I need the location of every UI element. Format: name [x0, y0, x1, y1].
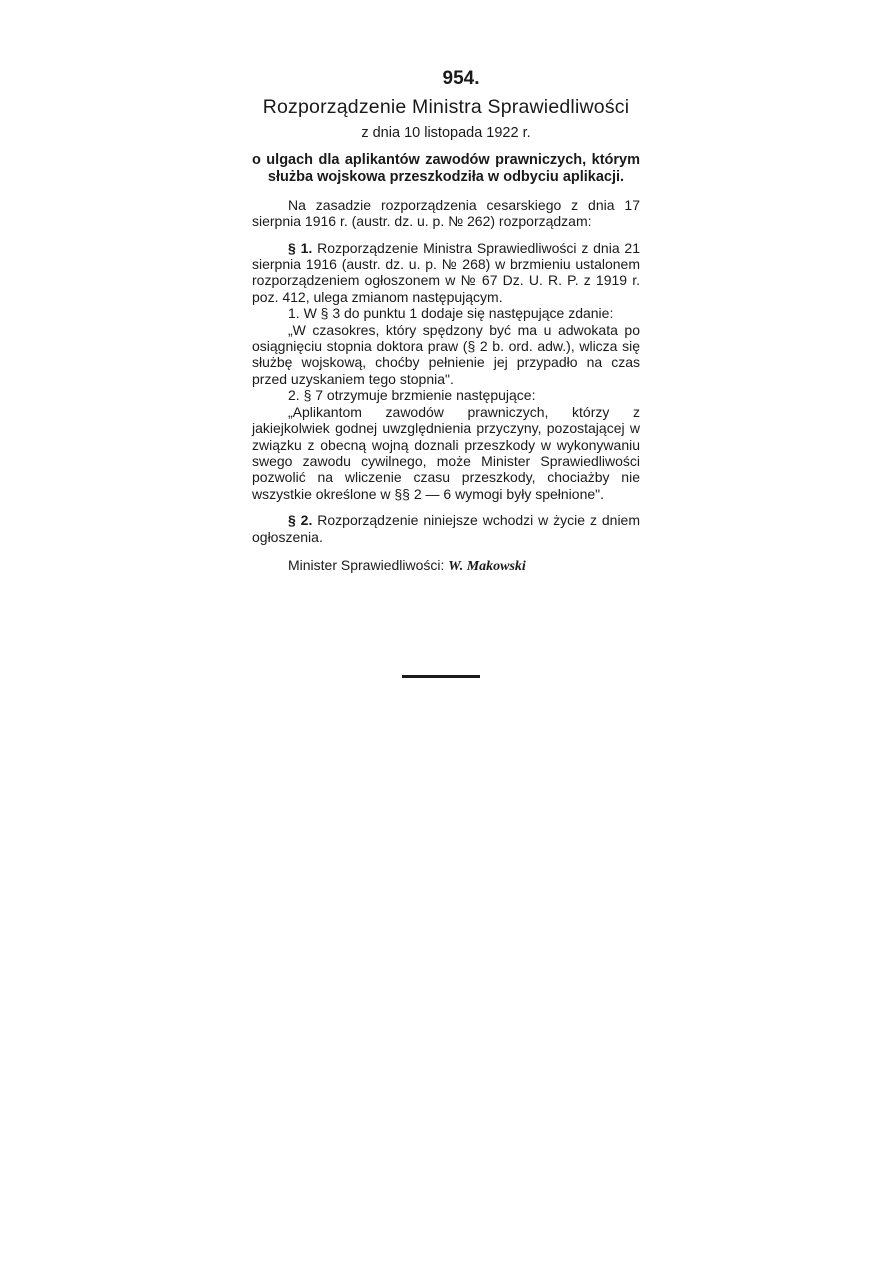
signature-name: W. Makowski [448, 558, 526, 574]
closing-rule [402, 675, 480, 678]
section-1-text: Rozporządzenie Ministra Sprawiedliwości z dnia 21 sierpnia 1916 (austr. dz. u. p. № 268) w brzmieniu ustalonem rozporządzeniem ogłoszonem w № 67 Dz. U. R. P. z 1919 r. poz. 412, ulega zmianom następującym. [252, 239, 641, 305]
section-1 [252, 240, 640, 306]
section-2 [252, 512, 640, 545]
section-2-marker: § 2. [288, 512, 313, 529]
page-number: 954. [442, 68, 480, 89]
section-2-text: Rozporządzenie niniejsze wchodzi w życie z dniem ogłoszenia. [252, 512, 641, 545]
quote-2: „Aplikantom zawodów prawniczych, którzy z jakiejkolwiek godnej uwzględnienia przyczyny, pozostającej w związku z obecną wojną doznali przeszkody w wykonywaniu swego zawodu cywilnego, może Minister Sprawiedliwości pozwolić na wliczenie czasu przeszkody, chociażby nie wszystkie określone w §§ 2 — 6 wymogi były spełnione". [252, 403, 640, 502]
document-date: z dnia 10 listopada 1922 r. [361, 125, 531, 141]
section-1-marker: § 1. [288, 239, 313, 256]
point-2: 2. § 7 otrzymuje brzmienie następujące: [288, 387, 536, 404]
document-title: Rozporządzenie Ministra Sprawiedliwości [262, 96, 630, 118]
document-page [252, 68, 640, 575]
quote-1: „W czasokres, który spędzony być ma u adwokata po osiągnięciu stopnia doktora praw (§ 2 b. ord. adw.), wlicza się służbę wojskową, choćby pełnienie jej przypadło na czas przed uzyskaniem tego stopnia". [252, 321, 640, 387]
preamble: Na zasadzie rozporządzenia cesarskiego z dnia 17 sierpnia 1916 r. (austr. dz. u. p. № 262) rozporządzam: [252, 196, 640, 230]
signature [252, 557, 640, 575]
point-1: 1. W § 3 do punktu 1 dodaje się następujące zdanie: [288, 305, 614, 322]
document-subject: o ulgach dla aplikantów zawodów prawniczych, którym służba wojskowa przeszkodziła w odbyciu aplikacji. [252, 152, 640, 185]
signature-label: Minister Sprawiedliwości: [288, 556, 445, 573]
